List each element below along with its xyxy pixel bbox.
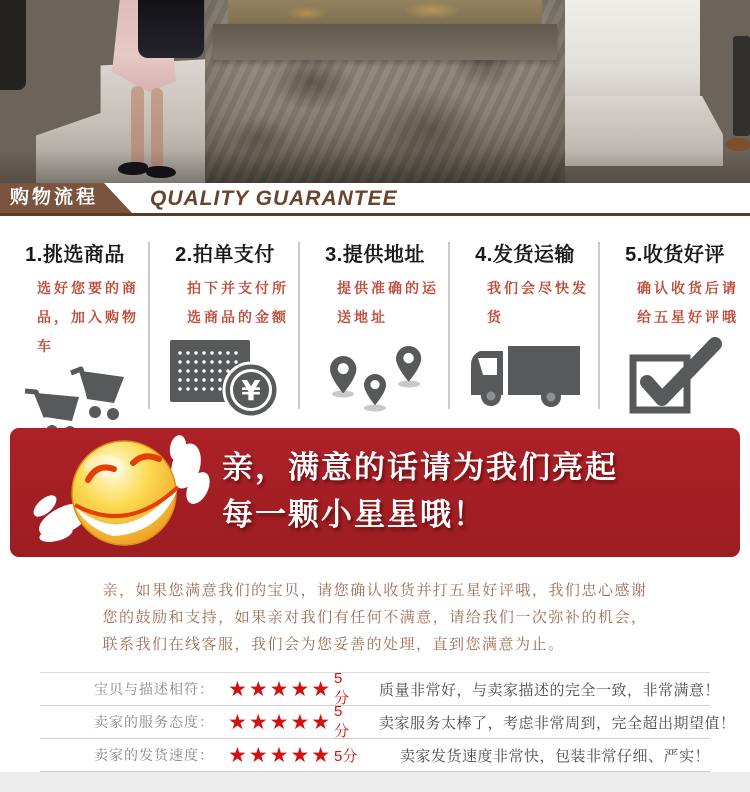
step-desc: 确认收货后请给五星好评哦 bbox=[637, 280, 739, 325]
step-title: 5.收货好评 bbox=[625, 244, 725, 266]
shopping-steps bbox=[0, 216, 750, 425]
banner-message bbox=[222, 444, 618, 538]
map-pins-icon bbox=[300, 332, 450, 418]
step-desc: 提供准确的运送地址 bbox=[337, 280, 439, 325]
smiley-face-icon bbox=[28, 430, 223, 556]
five-stars-icon: ★★★★★ bbox=[228, 743, 333, 767]
rating-comment: 卖家发货速度非常快，包装非常仔细、严实！ bbox=[399, 747, 710, 765]
step-title: 1.挑选商品 bbox=[25, 244, 125, 266]
rating-row-shipping-speed bbox=[40, 739, 710, 772]
rating-score: 5分 bbox=[334, 670, 350, 707]
rating-label: 宝贝与描述相符： bbox=[94, 681, 214, 697]
step-title: 3.提供地址 bbox=[325, 244, 425, 266]
section-header bbox=[0, 183, 750, 216]
checkbox-check-icon bbox=[600, 332, 750, 416]
five-stars-icon: ★★★★★ bbox=[228, 710, 333, 734]
rating-row-service-attitude bbox=[40, 703, 736, 740]
banner-line-2: 每一颗小星星哦！ bbox=[222, 497, 486, 532]
step-shipping bbox=[450, 216, 600, 425]
svg-text:¥: ¥ bbox=[241, 374, 261, 407]
rating-comment: 卖家服务太棒了，考虑非常周到，完全超出期望值！ bbox=[379, 714, 736, 732]
truck-icon bbox=[450, 332, 600, 411]
rating-table bbox=[40, 670, 736, 772]
bystander-right bbox=[733, 36, 750, 136]
pedestal-cornice bbox=[213, 24, 557, 60]
rating-label: 卖家的发货速度： bbox=[94, 747, 214, 763]
bystander-left-edge bbox=[0, 0, 26, 90]
rating-row-description-match bbox=[40, 670, 721, 707]
quality-guarantee-title: QUALITY GUARANTEE bbox=[150, 187, 398, 210]
step-select-goods bbox=[0, 216, 150, 425]
step-title: 4.发货运输 bbox=[475, 244, 575, 266]
hero-photo bbox=[0, 0, 750, 183]
step-desc: 拍下并支付所选商品的金额 bbox=[187, 280, 289, 325]
shopping-process-title: 购物流程 bbox=[10, 187, 99, 208]
marble-slab-right bbox=[560, 0, 700, 100]
rating-comment: 质量非常好，与卖家描述的完全一致，非常满意！ bbox=[379, 681, 721, 699]
pedestal-carved-top bbox=[228, 0, 542, 26]
rating-appeal-banner bbox=[10, 428, 740, 557]
step-desc: 选好您要的商品，加入购物车 bbox=[37, 280, 139, 354]
banner-line-1: 亲，满意的话请为我们亮起 bbox=[222, 450, 618, 485]
rating-label: 卖家的服务态度： bbox=[94, 714, 214, 730]
step-pay-order bbox=[150, 216, 300, 425]
step-desc: 我们会尽快发货 bbox=[487, 280, 589, 325]
pavement-shadow bbox=[0, 150, 750, 183]
satisfaction-notice-text: 亲，如果您满意我们的宝贝，请您确认收货并打五星好评哦，我们忠心感谢您的鼓励和支持，如果亲对我们有任何不满意，请给我们一次弥补的机会，联系我们在线客服，我们会为您妥善的处理，直到您满意为止。 bbox=[102, 582, 648, 653]
footer-strip bbox=[0, 772, 750, 792]
payment-yen-icon bbox=[150, 332, 300, 422]
step-confirm-review bbox=[600, 216, 750, 425]
rating-score: 5分 bbox=[334, 747, 358, 765]
person-bag bbox=[138, 0, 204, 58]
step-title: 2.拍单支付 bbox=[175, 244, 275, 266]
five-stars-icon: ★★★★★ bbox=[228, 677, 333, 701]
rating-score: 5分 bbox=[334, 703, 350, 740]
step-provide-address bbox=[300, 216, 450, 425]
